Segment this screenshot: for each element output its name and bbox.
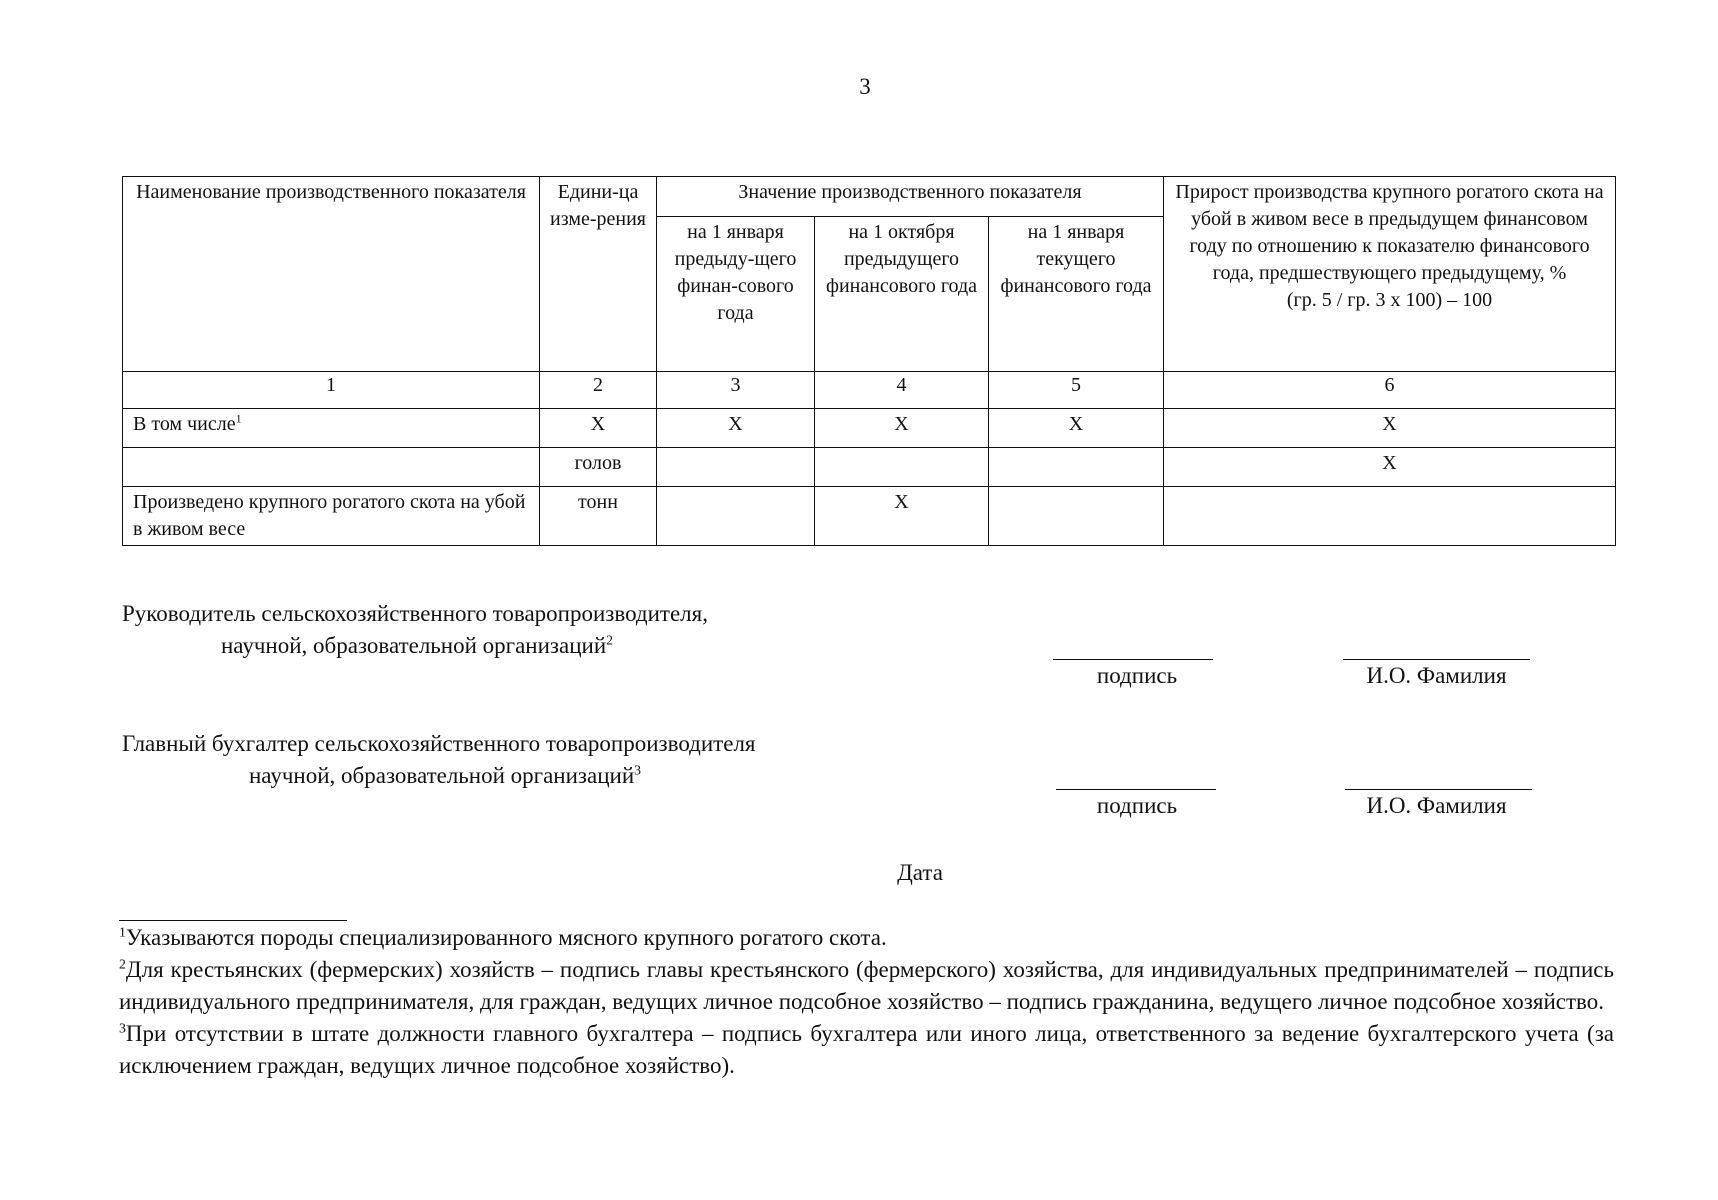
column-number: 5: [989, 372, 1164, 409]
footnote-mark: 2: [119, 956, 126, 972]
header-value-group: Значение производственного показателя: [657, 177, 1164, 217]
row-cell: [989, 487, 1164, 546]
footnote-3: [119, 1018, 1614, 1082]
column-number: 6: [1164, 372, 1616, 409]
accountant-signature-label: [122, 728, 756, 792]
column-number: 3: [657, 372, 815, 409]
column-number: 2: [540, 372, 657, 409]
column-number: 1: [123, 372, 540, 409]
row-name: [123, 409, 540, 448]
row-unit: Х: [540, 409, 657, 448]
footnote-1: [119, 922, 1614, 954]
signature-caption: подпись: [1096, 793, 1178, 818]
page-number: 3: [859, 74, 871, 99]
footnote-mark: 1: [119, 924, 126, 940]
header-jan-current: на 1 января текущего финансового года: [989, 217, 1164, 372]
row-cell: Х: [815, 487, 989, 546]
footnote-divider: [119, 920, 347, 921]
row-cell: [657, 448, 815, 487]
accountant-signature-field[interactable]: [1056, 789, 1216, 790]
signature-label-line1: Руководитель сельскохозяйственного товаропроизводителя,: [122, 601, 708, 626]
production-indicators-table: [122, 176, 1616, 546]
footnote-text: Для крестьянских (фермерских) хозяйств – подпись главы крестьянского (фермерского) хозяйства, для индивидуальных предпринимателей – подпись индивидуального предпринимателя, для граждан, ведущих личное подсобное хозяйство – подпись гражданина, ведущего личное подсобное хозяйство.: [119, 957, 1614, 1014]
footnote-2: [119, 954, 1614, 1018]
signature-label-line2-text: научной, образовательной организаций: [249, 763, 635, 789]
signature-label-line1: Главный бухгалтер сельскохозяйственного товаропроизводителя: [122, 731, 756, 756]
head-signature-label: [122, 598, 708, 662]
name-caption: И.О. Фамилия: [1366, 663, 1507, 688]
row-cell: Х: [1164, 409, 1616, 448]
footnotes: [119, 922, 1614, 1082]
column-number: 4: [815, 372, 989, 409]
row-cell: [657, 487, 815, 546]
row-unit: тонн: [540, 487, 657, 546]
header-growth-formula: (гр. 5 / гр. 3 х 100) – 100: [1286, 289, 1493, 311]
footnote-ref: 2: [606, 632, 614, 648]
table-header-row: [123, 177, 1616, 217]
accountant-name-field[interactable]: [1345, 789, 1532, 790]
row-name: Произведено крупного рогатого скота на убой в живом весе: [123, 487, 540, 546]
name-caption: И.О. Фамилия: [1366, 793, 1507, 818]
table-row: [123, 409, 1616, 448]
header-indicator-name: Наименование производственного показателя: [123, 177, 540, 372]
row-unit: голов: [540, 448, 657, 487]
header-oct-prev: на 1 октября предыдущего финансового года: [815, 217, 989, 372]
row-cell: Х: [657, 409, 815, 448]
signature-caption: подпись: [1096, 663, 1178, 688]
row-cell: [989, 448, 1164, 487]
date-label: Дата: [897, 860, 943, 885]
footnote-mark: 3: [119, 1020, 126, 1036]
head-signature-field[interactable]: [1053, 659, 1213, 660]
header-jan-prev: на 1 января предыду-щего финан-сового года: [657, 217, 815, 372]
footnote-text: Указываются породы специализированного мясного крупного рогатого скота.: [125, 925, 887, 950]
row-cell: Х: [1164, 448, 1616, 487]
head-name-field[interactable]: [1343, 659, 1530, 660]
signature-label-line2-text: научной, образовательной организаций: [221, 633, 607, 659]
header-growth-text: Прирост производства крупного рогатого скота на убой в живом весе в предыдущем финансовом году по отношению к показателю финансового года, предшествующего предыдущему, %: [1175, 181, 1604, 284]
row-cell: Х: [815, 409, 989, 448]
header-unit: Едини-ца изме-рения: [540, 177, 657, 372]
footnote-ref: 3: [634, 762, 642, 778]
header-growth: [1164, 177, 1616, 372]
row-name-text: В том числе: [133, 413, 236, 435]
row-cell: [815, 448, 989, 487]
footnote-ref: 1: [235, 411, 242, 426]
signature-label-line2: [122, 630, 708, 662]
footnote-text: При отсутствии в штате должности главного бухгалтера – подпись бухгалтера или иного лица, ответственного за ведение бухгалтерского учета (за исключением граждан, ведущих личное подсобное хозяйство).: [119, 1021, 1614, 1078]
table-row: [123, 487, 1616, 546]
column-numbers-row: [123, 372, 1616, 409]
signature-label-line2: [122, 760, 756, 792]
row-cell: Х: [989, 409, 1164, 448]
row-name: [123, 448, 540, 487]
row-cell: [1164, 487, 1616, 546]
table-row: [123, 448, 1616, 487]
